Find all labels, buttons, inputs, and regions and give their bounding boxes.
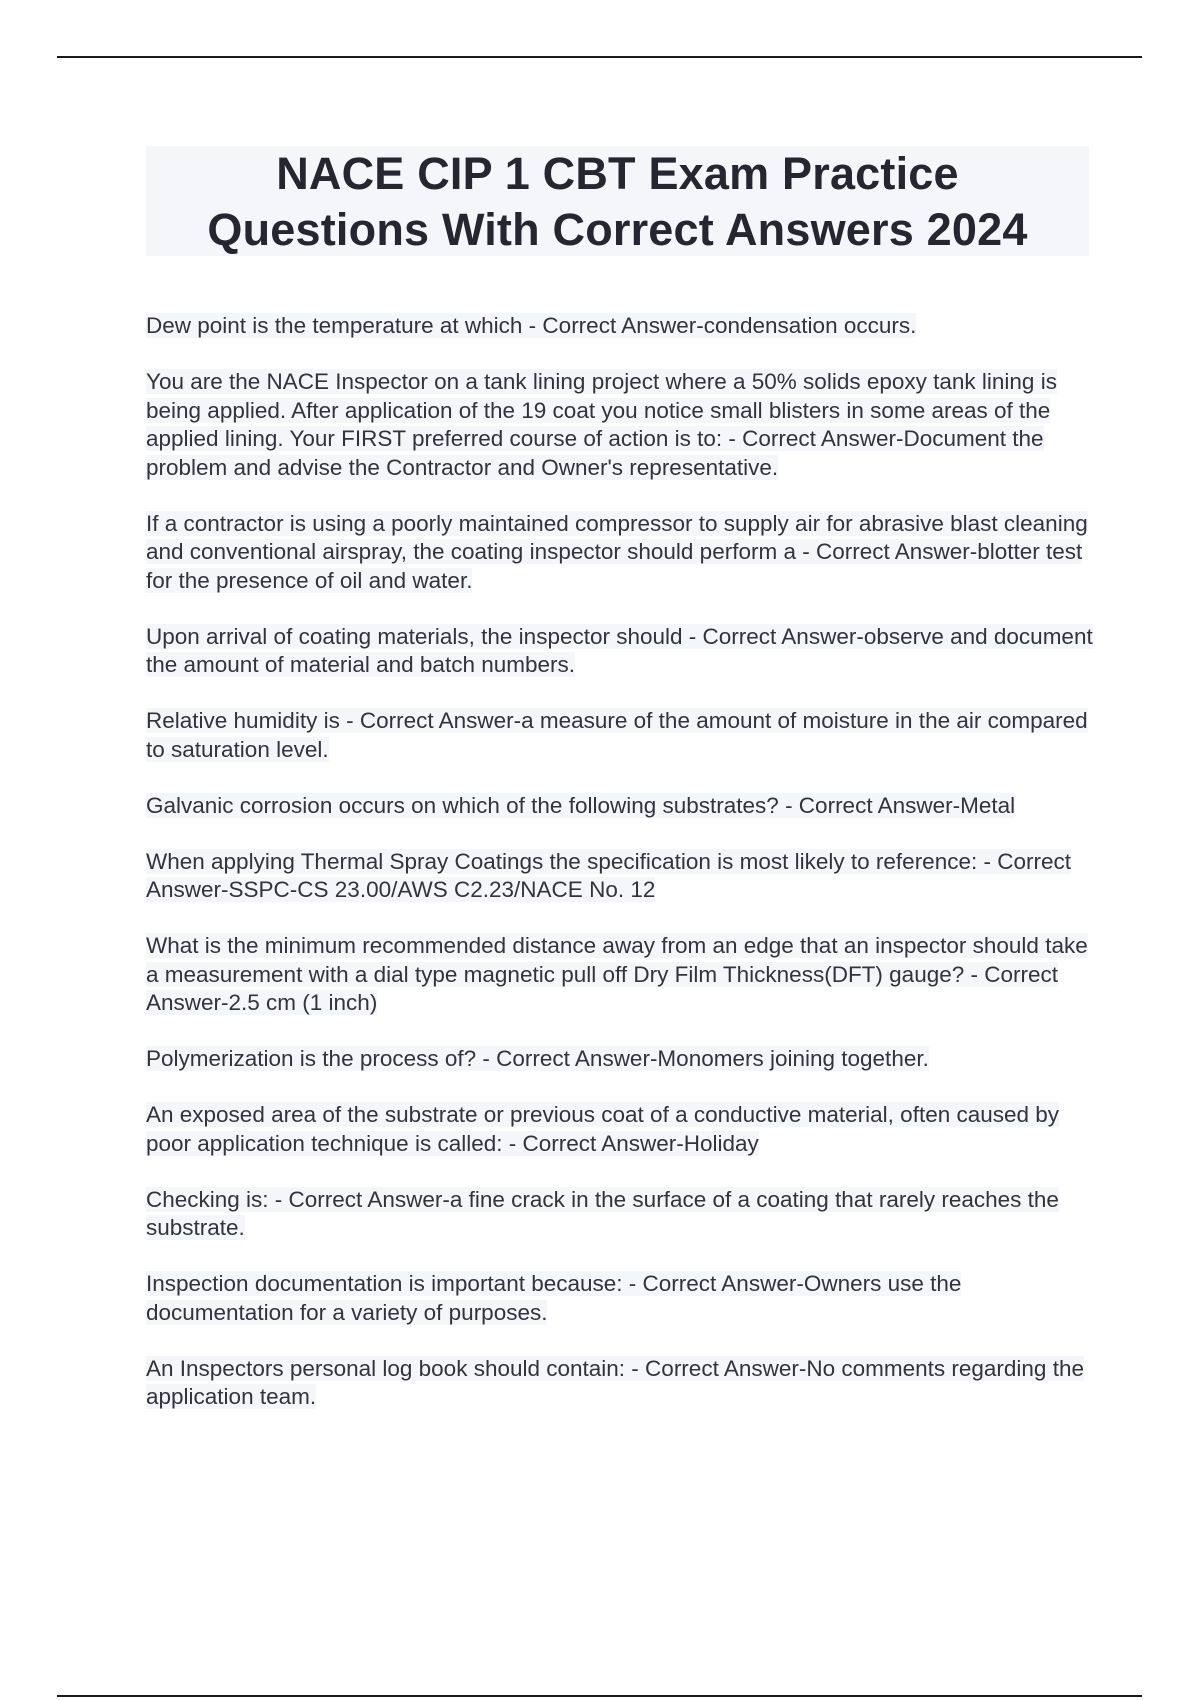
- qa-item: [146, 1186, 1096, 1243]
- qa-text: Upon arrival of coating materials, the inspector should - Correct Answer-observe and document the amount of material and batch numbers.: [146, 623, 1093, 677]
- title-line-1: NACE CIP 1 CBT Exam Practice: [276, 148, 959, 199]
- qa-item: [146, 1270, 1096, 1327]
- qa-item: [146, 510, 1096, 596]
- qa-text: Polymerization is the process of? - Correct Answer-Monomers joining together.: [146, 1046, 929, 1071]
- qa-text: Checking is: - Correct Answer-a fine crack in the surface of a coating that rarely reaches the substrate.: [146, 1186, 1059, 1240]
- qa-text: Relative humidity is - Correct Answer-a measure of the amount of moisture in the air compared to saturation level.: [146, 708, 1088, 762]
- qa-text: When applying Thermal Spray Coatings the specification is most likely to reference: - Correct Answer-SSPC-CS 23.00/AWS C2.23/NACE No. 12: [146, 848, 1071, 902]
- qa-item: [146, 707, 1096, 764]
- document-title: [146, 146, 1089, 256]
- qa-item: [146, 623, 1096, 680]
- top-divider: [57, 56, 1142, 58]
- qa-text: You are the NACE Inspector on a tank lining project where a 50% solids epoxy tank lining is being applied. After application of the 19 coat you notice small blisters in some areas of the applied lining. Your FIRST preferred course of action is to: - Correct Answer-Document the problem and advise the Contractor and Owner's representative.: [146, 369, 1057, 480]
- qa-text: An exposed area of the substrate or previous coat of a conductive material, often caused by poor application technique is called: - Correct Answer-Holiday: [146, 1102, 1060, 1156]
- qa-item: [146, 1355, 1096, 1412]
- qa-text: Galvanic corrosion occurs on which of the following substrates? - Correct Answer-Metal: [146, 792, 1016, 818]
- qa-item: [146, 848, 1096, 905]
- qa-item: [146, 1101, 1096, 1158]
- qa-item: [146, 932, 1096, 1018]
- qa-text: An Inspectors personal log book should contain: - Correct Answer-No comments regarding the application team.: [146, 1355, 1084, 1409]
- qa-item: [146, 792, 1096, 821]
- qa-item: [146, 312, 1096, 341]
- qa-item: [146, 368, 1096, 482]
- qa-item: [146, 1045, 1096, 1074]
- qa-text: What is the minimum recommended distance away from an edge that an inspector should take a measurement with a dial type magnetic pull off Dry Film Thickness(DFT) gauge? - Correct Answer-2.5 cm (1 inch): [146, 933, 1088, 1015]
- qa-text: Dew point is the temperature at which - Correct Answer-condensation occurs.: [146, 313, 917, 338]
- qa-text: If a contractor is using a poorly maintained compressor to supply air for abrasive blast cleaning and conventional airspray, the coating inspector should perform a - Correct Answer-blotter test for the presence of oil and water.: [146, 510, 1088, 593]
- bottom-divider: [57, 1695, 1142, 1697]
- title-line-2: Questions With Correct Answers 2024: [207, 204, 1028, 255]
- qa-text: Inspection documentation is important because: - Correct Answer-Owners use the documentation for a variety of purposes.: [146, 1271, 962, 1325]
- question-answer-list: [146, 312, 1096, 1439]
